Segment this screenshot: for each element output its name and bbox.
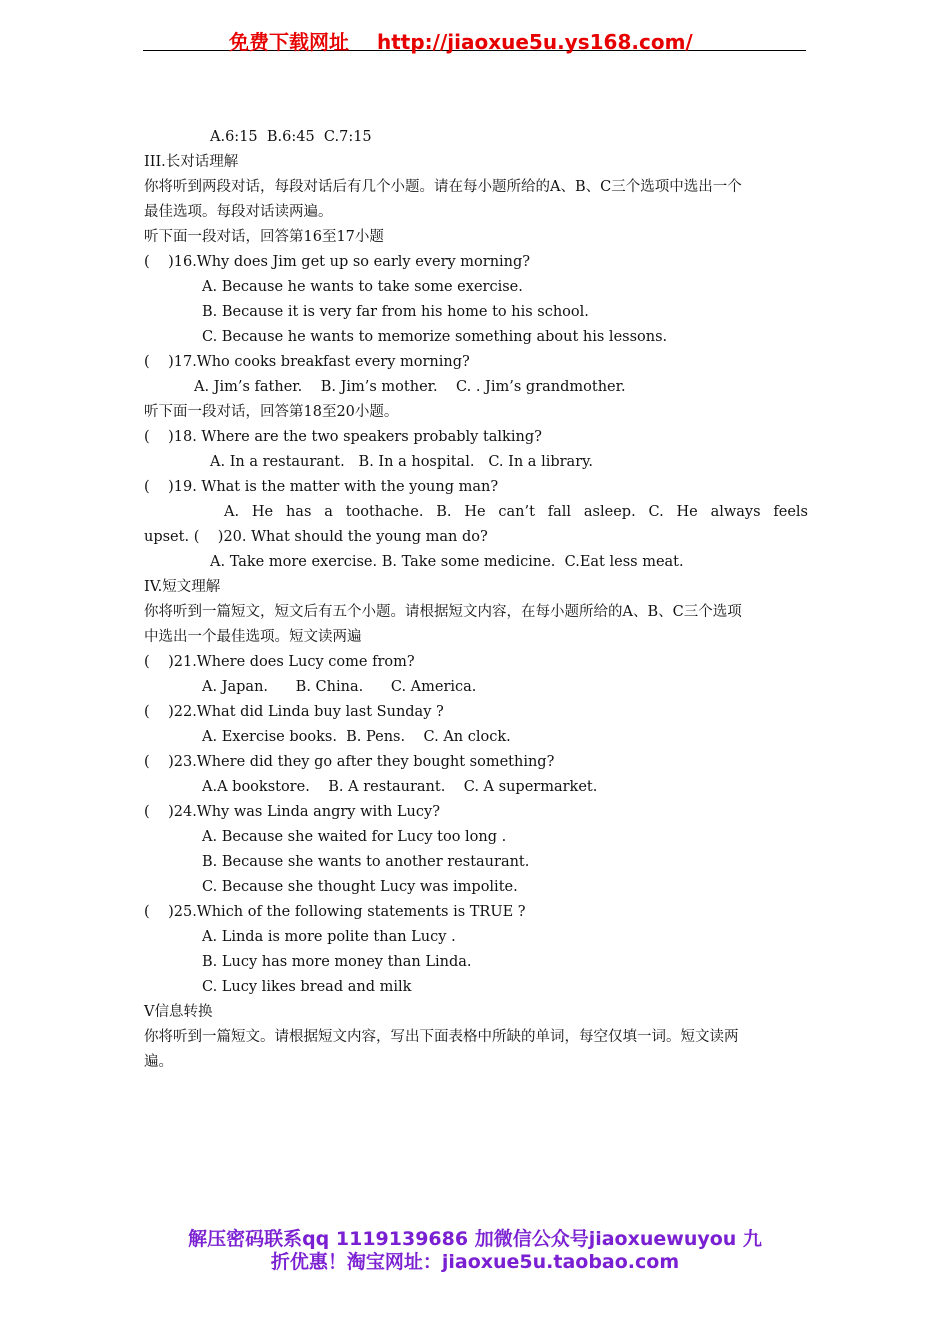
- instruction-line: 最佳选项。每段对话读两遍。: [144, 204, 333, 220]
- instruction-line: 你将听到两段对话，每段对话后有几个小题。请在每小题所给的A、B、C三个选项中选出一个: [144, 179, 742, 195]
- option-line: A. Linda is more polite than Lucy .: [202, 929, 456, 945]
- section-title: III.长对话理解: [144, 154, 239, 170]
- option-line: C. Lucy likes bread and milk: [202, 979, 412, 995]
- question-line: ( )24.Why was Linda angry with Lucy?: [144, 804, 440, 820]
- option-line: A. Exercise books. B. Pens. C. An clock.: [202, 729, 511, 745]
- question-line: ( )25.Which of the following statements is TRUE ?: [144, 904, 526, 920]
- option-line: A.6:15 B.6:45 C.7:15: [210, 129, 372, 145]
- question-line: upset. ( )20. What should the young man do?: [144, 529, 488, 545]
- question-line: ( )18. Where are the two speakers probably talking?: [144, 429, 542, 445]
- instruction-line: 听下面一段对话，回答第16至17小题: [144, 229, 384, 245]
- footer-line: 解压密码联系qq 1119139686 加微信公众号jiaoxuewuyou 九: [188, 1228, 762, 1250]
- question-line: ( )16.Why does Jim get up so early every morning?: [144, 254, 531, 270]
- option-line: C. Because he wants to memorize something about his lessons.: [202, 329, 668, 345]
- option-line: A.A bookstore. B. A restaurant. C. A supermarket.: [202, 779, 598, 795]
- option-line: B. Because it is very far from his home to his school.: [202, 304, 589, 320]
- instruction-line: 听下面一段对话，回答第18至20小题。: [144, 404, 399, 420]
- option-line: B. Because she wants to another restaurant.: [202, 854, 530, 870]
- footer-line: 折优惠！淘宝网址：jiaoxue5u.taobao.com: [270, 1251, 680, 1273]
- section-title: V信息转换: [144, 1004, 213, 1020]
- section-title: IV.短文理解: [144, 579, 221, 595]
- page-footer: [100, 1228, 850, 1274]
- option-line: A. Take more exercise. B. Take some medicine. C.Eat less meat.: [210, 554, 684, 570]
- page-header: [143, 22, 806, 54]
- instruction-line: 你将听到一篇短文，短文后有五个小题。请根据短文内容，在每小题所给的A、B、C三个选项: [144, 604, 742, 620]
- question-line: ( )17.Who cooks breakfast every morning?: [144, 354, 470, 370]
- instruction-line: 遍。: [144, 1054, 173, 1070]
- header-label: 免费下载网址: [229, 30, 349, 54]
- question-line: ( )22.What did Linda buy last Sunday ?: [144, 704, 444, 720]
- option-line: C. Because she thought Lucy was impolite.: [202, 879, 518, 895]
- document-body: [144, 125, 808, 1075]
- option-line: A. Because he wants to take some exercise.: [202, 279, 523, 295]
- option-line: A. He has a toothache. B. He can’t fall asleep. C. He always feels: [224, 504, 808, 520]
- option-line: A. Jim’s father. B. Jim’s mother. C. . Jim’s grandmother.: [194, 379, 626, 395]
- header-text: [229, 26, 693, 55]
- header-link[interactable]: http://jiaoxue5u.ys168.com/: [377, 30, 693, 54]
- question-line: ( )21.Where does Lucy come from?: [144, 654, 415, 670]
- option-line: A. Because she waited for Lucy too long .: [202, 829, 507, 845]
- question-line: ( )23.Where did they go after they bought something?: [144, 754, 555, 770]
- instruction-line: 中选出一个最佳选项。短文读两遍: [144, 629, 362, 645]
- question-line: ( )19. What is the matter with the young man?: [144, 479, 499, 495]
- option-line: A. Japan. B. China. C. America.: [202, 679, 477, 695]
- option-line: B. Lucy has more money than Linda.: [202, 954, 472, 970]
- instruction-line: 你将听到一篇短文。请根据短文内容，写出下面表格中所缺的单词，每空仅填一词。短文读两: [144, 1029, 739, 1045]
- option-line: A. In a restaurant. B. In a hospital. C. In a library.: [210, 454, 594, 470]
